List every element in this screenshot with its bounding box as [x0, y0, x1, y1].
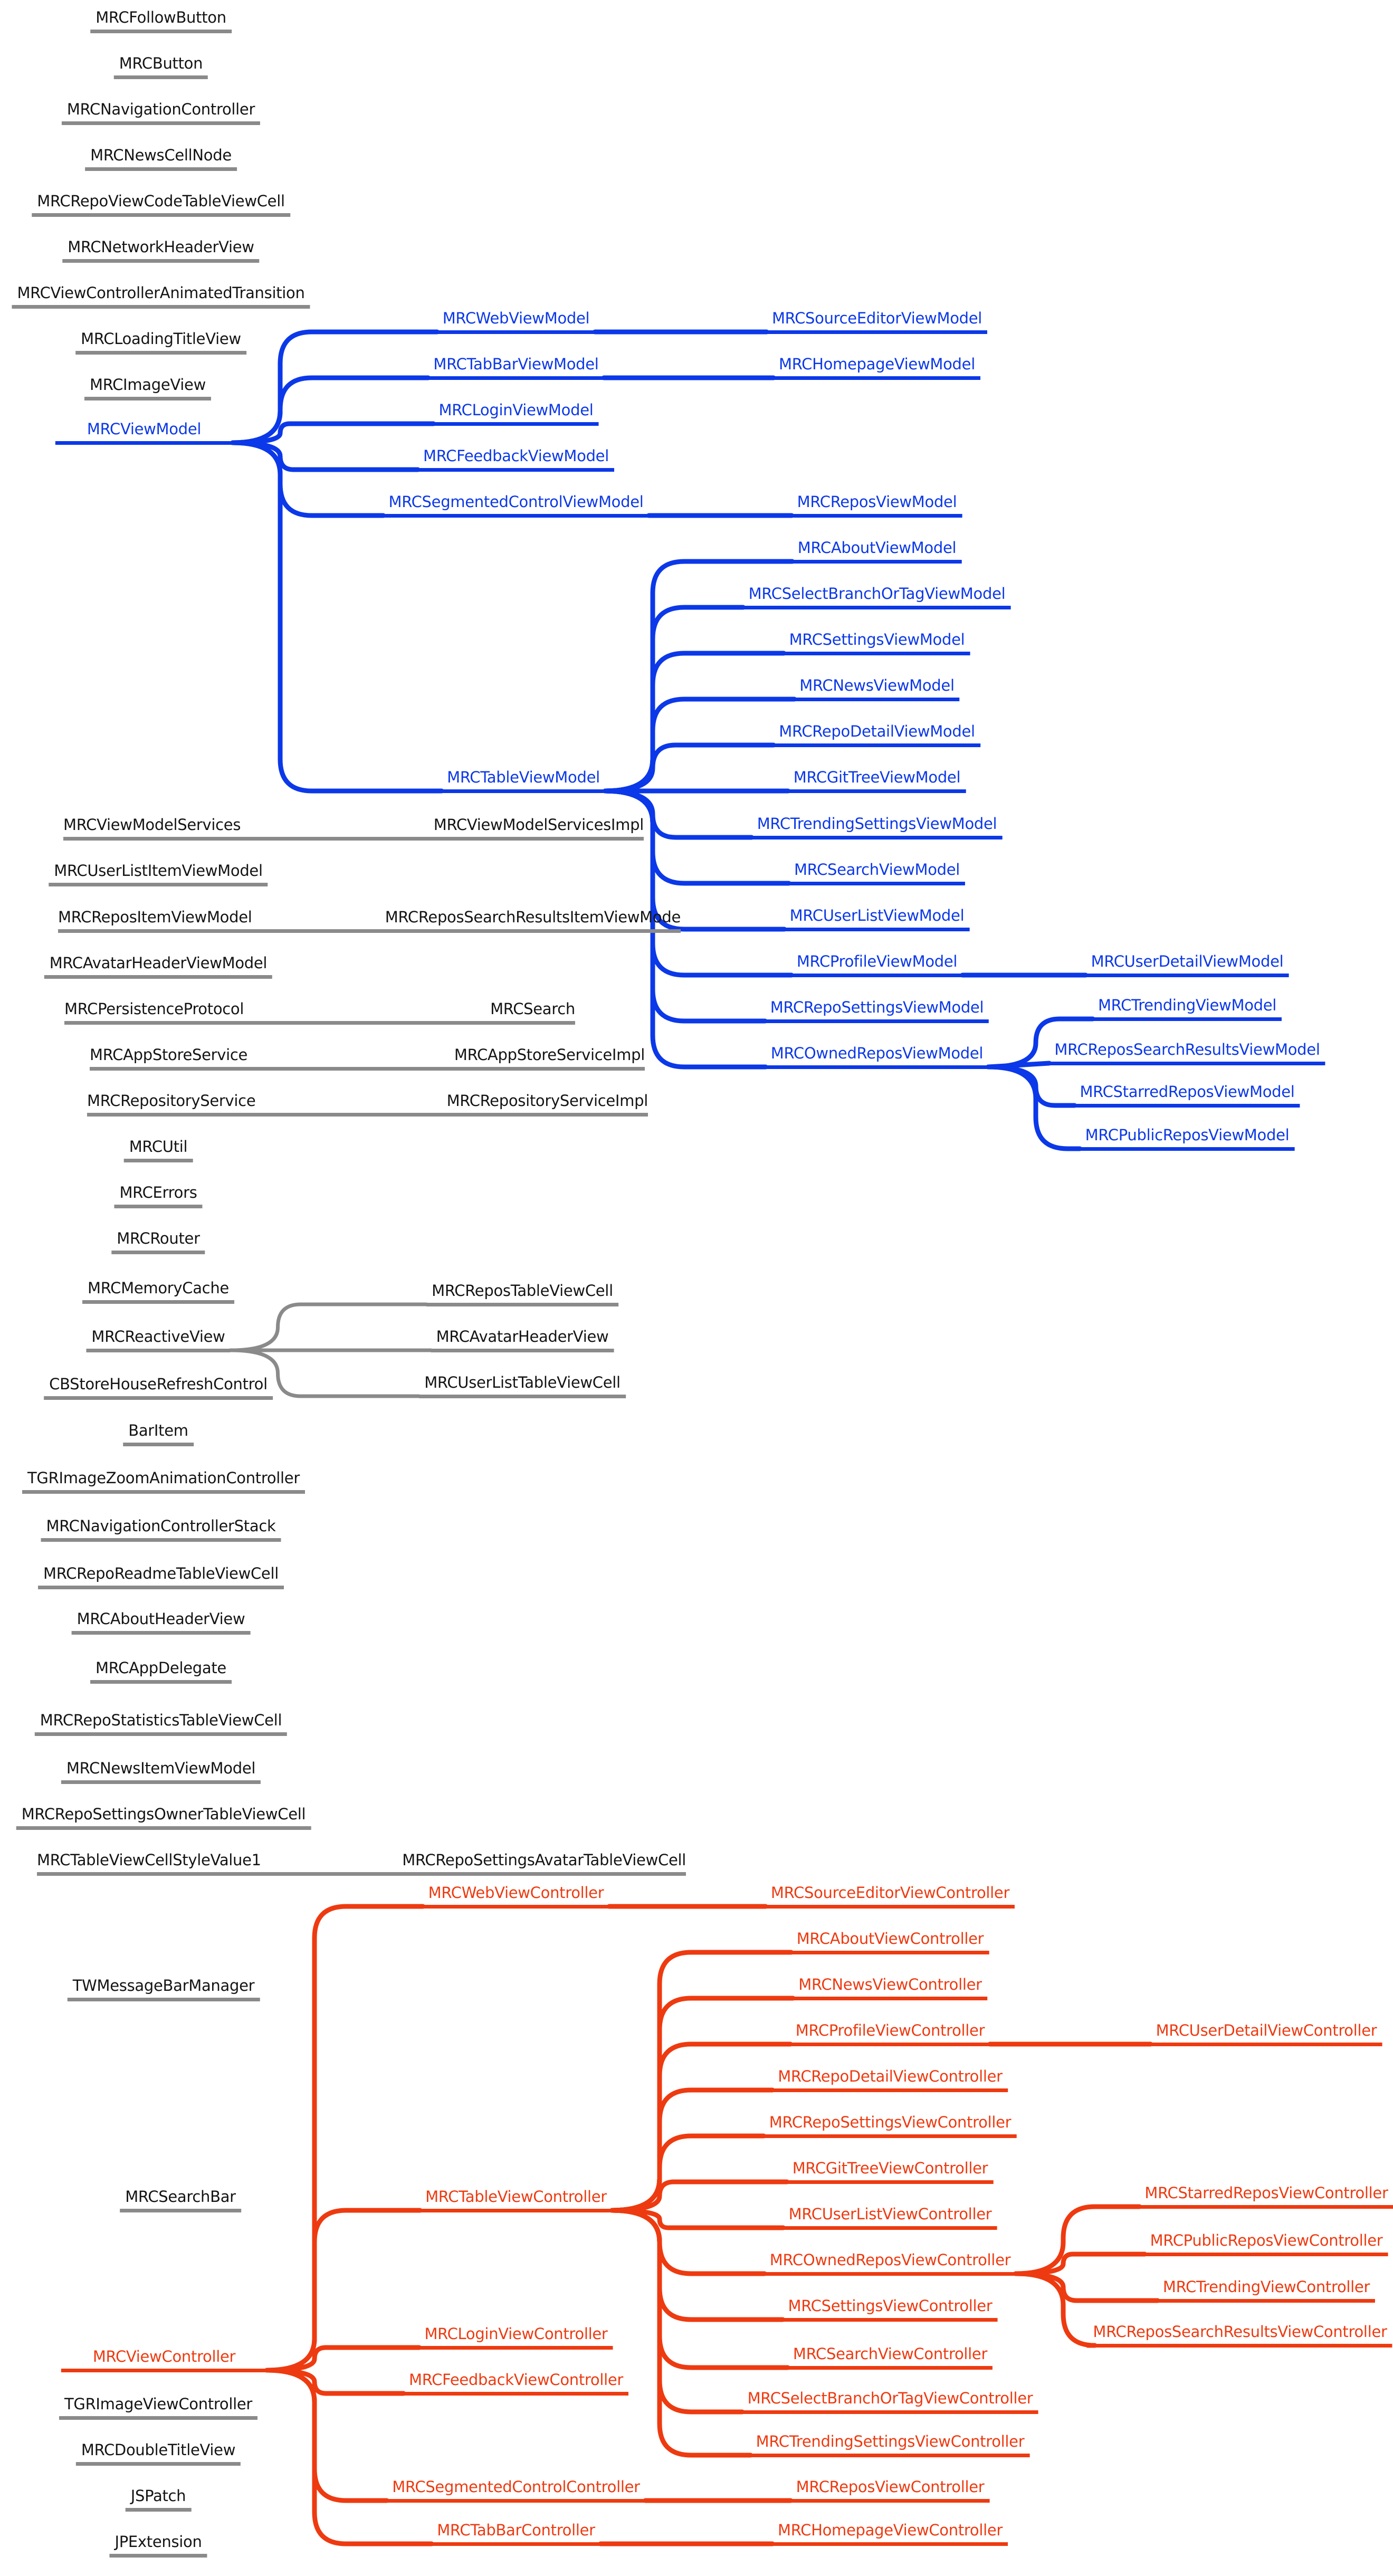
mrcreposettingsavatartableviewcell-node: MRCRepoSettingsAvatarTableViewCell [402, 1851, 686, 1869]
mrcavatarheaderviewmodel-node: MRCAvatarHeaderViewModel [44, 953, 272, 979]
mrcaboutviewcontroller-node: MRCAboutViewController [791, 1929, 989, 1954]
tgrimagezoomanimationcontroller-node: TGRImageZoomAnimationController [22, 1468, 305, 1494]
mrcrepodetailviewcontroller-node: MRCRepoDetailViewController [772, 2066, 1008, 2092]
mrcrepositoryservice-node: MRCRepositoryService [87, 1092, 256, 1110]
mrcloadingtitleview-node: MRCLoadingTitleView [75, 329, 246, 355]
mrcpublicreposviewcontroller-node: MRCPublicReposViewController [1145, 2230, 1388, 2256]
mrcuserdetailviewmodel-node: MRCUserDetailViewModel [1086, 951, 1289, 977]
mrcownedreposviewmodel-node: MRCOwnedReposViewModel [766, 1043, 988, 1069]
tgrimageviewcontroller-node: TGRImageViewController [59, 2394, 257, 2420]
mrcstarredreposviewcontroller-node: MRCStarredReposViewController [1139, 2183, 1393, 2209]
mrcsegmentedcontrolviewmodel-node: MRCSegmentedControlViewModel [383, 492, 648, 518]
mrcviewmodelservicesimpl-node: MRCViewModelServicesImpl [433, 816, 644, 834]
mrcrepostatisticstableviewcell-node: MRCRepoStatisticsTableViewCell [35, 1710, 287, 1736]
mrcnewscellnode-node: MRCNewsCellNode [85, 145, 237, 171]
mrcrepodetailviewmodel-node: MRCRepoDetailViewModel [774, 721, 980, 747]
mrcrepostableviewcell-node: MRCReposTableViewCell [426, 1281, 618, 1306]
mrcutil-node: MRCUtil [124, 1137, 193, 1162]
mrcappstoreservice-node: MRCAppStoreService [90, 1046, 248, 1064]
mrcviewcontrolleranimatedtransition-node: MRCViewControllerAnimatedTransition [12, 283, 310, 309]
mrctrendingsettingsviewcontroller-node: MRCTrendingSettingsViewController [751, 2431, 1030, 2457]
mrcuserdetailviewcontroller-node: MRCUserDetailViewController [1151, 2020, 1382, 2046]
mrcappdelegate-node: MRCAppDelegate [90, 1658, 232, 1684]
mrcnewsviewcontroller-node: MRCNewsViewController [793, 1974, 987, 2000]
mrctabbarcontroller-node: MRCTabBarController [432, 2520, 600, 2546]
mrcnavigationcontroller-node: MRCNavigationController [62, 99, 260, 125]
mrcprofileviewcontroller-node: MRCProfileViewController [790, 2020, 990, 2046]
mrcloginviewmodel-node: MRCLoginViewModel [434, 400, 599, 426]
mrcrepossearchresultsitemviewmode-node: MRCReposSearchResultsItemViewMode [385, 908, 681, 926]
mrcrepositoryserviceimpl-node: MRCRepositoryServiceImpl [446, 1092, 648, 1110]
mrcsearchbar-node: MRCSearchBar [120, 2187, 241, 2212]
mrcmemorycache-node: MRCMemoryCache [82, 1278, 234, 1304]
mrcsearchviewcontroller-node: MRCSearchViewController [788, 2344, 993, 2370]
mrcfollowbutton-node: MRCFollowButton [90, 7, 232, 33]
mrcbutton-node: MRCButton [114, 53, 208, 79]
mrcwebviewmodel-node: MRCWebViewModel [437, 308, 595, 334]
pair-row-mrcrepositoryservice [87, 1091, 648, 1117]
cbstorehouserefreshcontrol-node: CBStoreHouseRefreshControl [44, 1374, 273, 1400]
mrcrepossearchresultsviewmodel-node: MRCReposSearchResultsViewModel [1049, 1039, 1325, 1065]
mrcsourceeditorviewmodel-node: MRCSourceEditorViewModel [767, 308, 987, 334]
mrcnavigationcontrollerstack-node: MRCNavigationControllerStack [41, 1516, 281, 1542]
mrcgittreeviewcontroller-node: MRCGitTreeViewController [787, 2158, 994, 2184]
mrcrouter-node: MRCRouter [111, 1228, 205, 1254]
mrcaboutviewmodel-node: MRCAboutViewModel [793, 538, 962, 564]
mrcsettingsviewcontroller-node: MRCSettingsViewController [783, 2296, 998, 2322]
pair-row-mrcviewmodelservices [63, 815, 644, 841]
mrcuserlisttableviewcell-node: MRCUserListTableViewCell [419, 1372, 626, 1398]
mrcuserlistviewmodel-node: MRCUserListViewModel [785, 905, 970, 931]
pair-row-mrcrepositemviewmodel [58, 907, 681, 933]
mrcsourceeditorviewcontroller-node: MRCSourceEditorViewController [766, 1883, 1015, 1909]
mrcrepossearchresultsviewcontroller-node: MRCReposSearchResultsViewController [1087, 2322, 1392, 2348]
pair-row-mrcappstoreservice [90, 1045, 645, 1071]
mrcrepositemviewmodel-node: MRCReposItemViewModel [58, 908, 252, 926]
mrcprofileviewmodel-node: MRCProfileViewModel [791, 951, 962, 977]
mrcdoubletitleview-node: MRCDoubleTitleView [76, 2440, 241, 2466]
mrcimageview-node: MRCImageView [84, 375, 211, 400]
mrcnewsviewmodel-node: MRCNewsViewModel [794, 675, 959, 701]
mrcuserlistviewcontroller-node: MRCUserListViewController [784, 2204, 997, 2230]
mrctrendingsettingsviewmodel-node: MRCTrendingSettingsViewModel [752, 814, 1003, 839]
mrcreposviewmodel-node: MRCReposViewModel [792, 492, 962, 518]
mrcstarredreposviewmodel-node: MRCStarredReposViewModel [1074, 1082, 1300, 1108]
mrcrepoviewcodetableviewcell-node: MRCRepoViewCodeTableViewCell [32, 191, 290, 217]
mrcaboutheaderview-node: MRCAboutHeaderView [72, 1609, 251, 1635]
mrcreactiveview-node: MRCReactiveView [86, 1327, 230, 1352]
mrchomepageviewmodel-node: MRCHomepageViewModel [774, 354, 980, 380]
mrcappstoreserviceimpl-node: MRCAppStoreServiceImpl [454, 1046, 645, 1064]
mrcreposettingsviewmodel-node: MRCRepoSettingsViewModel [765, 997, 989, 1023]
mrcsettingsviewmodel-node: MRCSettingsViewModel [784, 629, 970, 655]
mrctrendingviewcontroller-node: MRCTrendingViewController [1158, 2277, 1375, 2303]
mrcreposettingsviewcontroller-node: MRCRepoSettingsViewController [764, 2112, 1017, 2138]
mrchomepageviewcontroller-node: MRCHomepageViewController [772, 2520, 1008, 2546]
mrcselectbranchortagviewmodel-node: MRCSelectBranchOrTagViewModel [743, 584, 1011, 609]
mrcreposviewcontroller-node: MRCReposViewController [791, 2477, 990, 2503]
mrcpersistenceprotocol-node: MRCPersistenceProtocol [64, 1000, 244, 1018]
mrcreposettingsownertableviewcell-node: MRCRepoSettingsOwnerTableViewCell [16, 1804, 311, 1830]
pair-row-mrcpersistenceprotocol [64, 999, 575, 1025]
jpextension-node: JPExtension [109, 2532, 207, 2558]
mrcavatarheaderview-node: MRCAvatarHeaderView [431, 1327, 614, 1352]
mrcselectbranchortagviewcontroller-node: MRCSelectBranchOrTagViewController [742, 2388, 1038, 2414]
mrctabbarviewmodel-node: MRCTabBarViewModel [428, 354, 604, 380]
mrcviewcontroller-node: MRCViewController [61, 2346, 267, 2372]
mrcpublicreposviewmodel-node: MRCPublicReposViewModel [1080, 1125, 1295, 1151]
jspatch-node: JSPatch [126, 2486, 192, 2512]
mrcsegmentedcontrolcontroller-node: MRCSegmentedControlController [387, 2477, 645, 2503]
mrcownedreposviewcontroller-node: MRCOwnedReposViewController [765, 2250, 1016, 2276]
mrcsearch-node: MRCSearch [490, 1000, 575, 1018]
mrcerrors-node: MRCErrors [114, 1182, 202, 1208]
mrcfeedbackviewmodel-node: MRCFeedbackViewModel [418, 446, 614, 472]
mrctableviewcellstylevalue1-node: MRCTableViewCellStyleValue1 [37, 1851, 261, 1869]
mrcnewsitemviewmodel-node: MRCNewsItemViewModel [61, 1758, 261, 1784]
mrcuserlistitemviewmodel-node: MRCUserListItemViewModel [49, 861, 268, 886]
mrcsearchviewmodel-node: MRCSearchViewModel [789, 860, 965, 885]
mrcviewmodel-node: MRCViewModel [55, 419, 233, 445]
mrctrendingviewmodel-node: MRCTrendingViewModel [1093, 995, 1282, 1021]
pair-row-mrctableviewcellstylevalue1 [37, 1850, 686, 1876]
twmessagebarmanager-node: TWMessageBarManager [68, 1976, 260, 2001]
mrcfeedbackviewcontroller-node: MRCFeedbackViewController [404, 2370, 628, 2396]
mrctableviewcontroller-node: MRCTableViewController [420, 2187, 612, 2212]
mrcgittreeviewmodel-node: MRCGitTreeViewModel [788, 767, 966, 793]
baritem-node: BarItem [123, 1420, 194, 1446]
mrctableviewmodel-node: MRCTableViewModel [442, 767, 605, 793]
mrcnetworkheaderview-node: MRCNetworkHeaderView [62, 237, 259, 263]
mrcloginviewcontroller-node: MRCLoginViewController [419, 2324, 613, 2350]
mrcviewmodelservices-node: MRCViewModelServices [63, 816, 241, 834]
mrcreporeadmetableviewcell-node: MRCRepoReadmeTableViewCell [38, 1563, 284, 1589]
mrcwebviewcontroller-node: MRCWebViewController [423, 1883, 609, 1909]
